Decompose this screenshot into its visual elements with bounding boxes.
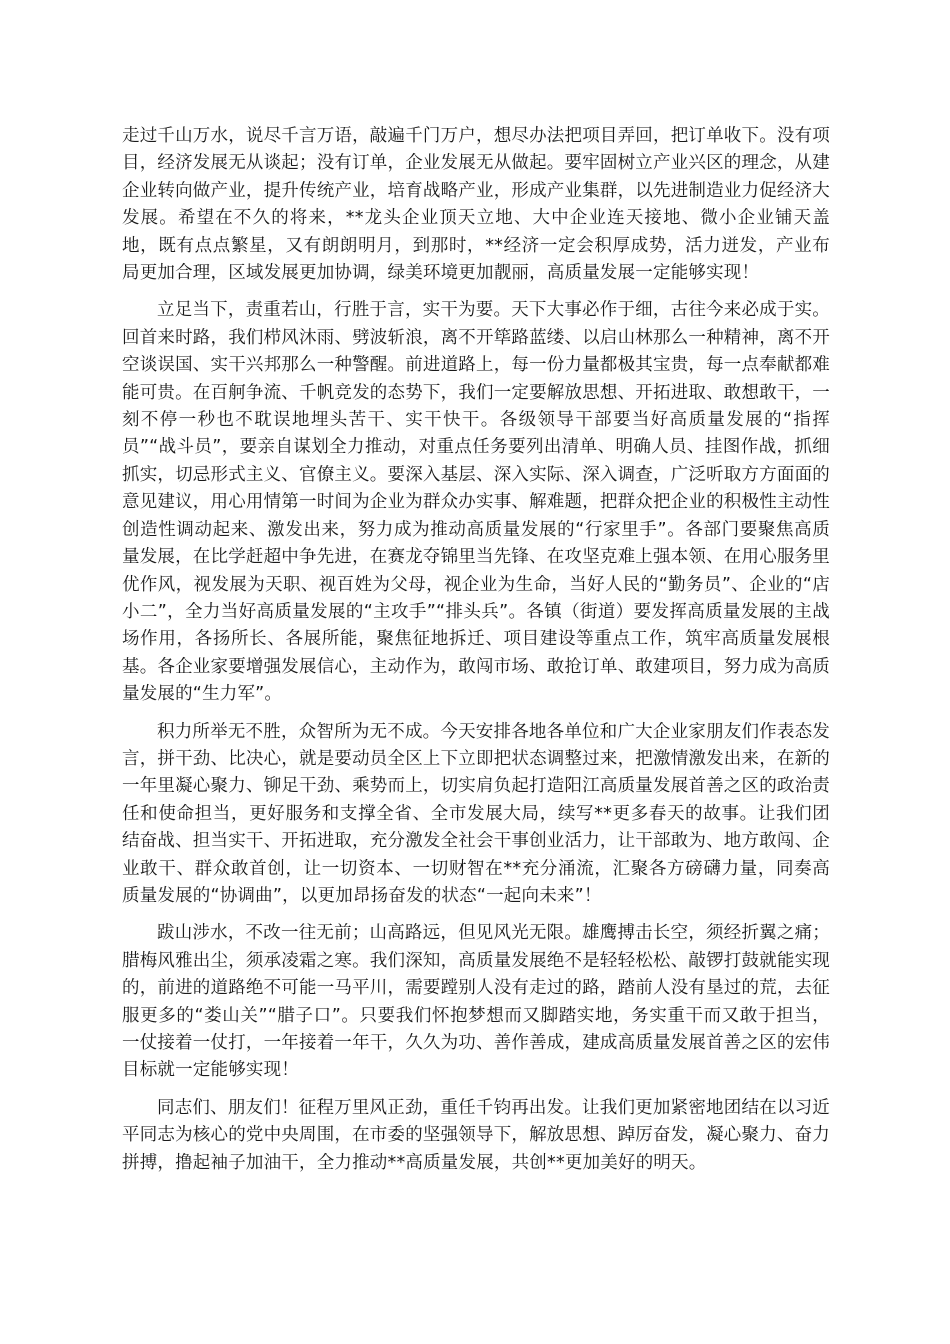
document-body xyxy=(122,123,830,1187)
paragraph-2: 立足当下，责重若山，行胜于言，实干为要。天下大事必作于细，古往今来必成于实。回首来时路，我们栉风沐雨、劈波斩浪，离不开筚路蓝缕、以启山林那么一种精神，离不开空谈误国、实干兴邦那么一种警醒。前进道路上，每一份力量都极其宝贵，每一点奉献都难能可贵。在百舸争流、千帆竞发的态势下，我们一定要解放思想、开拓进取、敢想敢干，一刻不停一秒也不耽误地埋头苦干、实干快干。各级领导干部要当好高质量发展的“指挥员”“战斗员”，要亲自谋划全力推动，对重点任务要列出清单、明确人员、挂图作战，抓细抓实，切忌形式主义、官僚主义。要深入基层、深入实际、深入调查，广泛听取方方面面的意见建议，用心用情第一时间为企业为群众办实事、解难题，把群众把企业的积极性主动性创造性调动起来、激发出来，努力成为推动高质量发展的“行家里手”。各部门要聚焦高质量发展，在比学赶超中争先进，在赛龙夺锦里当先锋、在攻坚克难上强本领、在用心服务里优作风，视发展为天职、视百姓为父母，视企业为生命，当好人民的“勤务员”、企业的“店小二”，全力当好高质量发展的“主攻手”“排头兵”。各镇（街道）要发挥高质量发展的主战场作用，各扬所长、各展所能，聚焦征地拆迁、项目建设等重点工作，筑牢高质量发展根基。各企业家要增强发展信心，主动作为，敢闯市场、敢抢订单、敢建项目，努力成为高质量发展的“生力军”。 xyxy=(122,300,830,705)
paragraph-4: 跋山涉水，不改一往无前；山高路远，但见风光无限。雄鹰搏击长空，须经折翼之痛；腊梅风雅出尘，须承凌霜之寒。我们深知，高质量发展绝不是轻轻松松、敲锣打鼓就能实现的，前进的道路绝不可能一马平川，需要蹚别人没有走过的路，踏前人没有垦过的荒，去征服更多的“娄山关”“腊子口”。只要我们怀抱梦想而又脚踏实地，务实重干而又敢于担当，一仗接着一仗打，一年接着一年干，久久为功、善作善成，建成高质量发展首善之区的宏伟目标就一定能够实现！ xyxy=(122,923,830,1081)
paragraph-3: 积力所举无不胜，众智所为无不成。今天安排各地各单位和广大企业家朋友们作表态发言，拼干劲、比决心，就是要动员全区上下立即把状态调整过来，把激情激发出来，在新的一年里凝心聚力、铆足干劲、乘势而上，切实肩负起打造阳江高质量发展首善之区的政治责任和使命担当，更好服务和支撑全省、全市发展大局，续写**更多春天的故事。让我们团结奋战、担当实干、开拓进取，充分激发全社会干事创业活力，让干部敢为、地方敢闯、企业敢干、群众敢首创，让一切资本、一切财智在**充分涌流，汇聚各方磅礴力量，同奏高质量发展的“协调曲”，以更加昂扬奋发的状态“一起向未来”！ xyxy=(122,721,830,906)
paragraph-1: 走过千山万水，说尽千言万语，敲遍千门万户，想尽办法把项目弄回，把订单收下。没有项目，经济发展无从谈起；没有订单，企业发展无从做起。要牢固树立产业兴区的理念，从建企业转向做产业，提升传统产业，培育战略产业，形成产业集群，以先进制造业力促经济大发展。希望在不久的将来，**龙头企业顶天立地、大中企业连天接地、微小企业铺天盖地，既有点点繁星，又有朗朗明月，到那时，**经济一定会积厚成势，活力迸发，产业布局更加合理，区域发展更加协调，绿美环境更加靓丽，高质量发展一定能够实现！ xyxy=(122,126,830,284)
paragraph-5: 同志们、朋友们！征程万里风正劲，重任千钧再出发。让我们更加紧密地团结在以习近平同志为核心的党中央周围，在市委的坚强领导下，解放思想、踔厉奋发，凝心聚力、奋力拼搏，撸起袖子加油干，全力推动**高质量发展，共创**更加美好的明天。 xyxy=(122,1097,830,1173)
